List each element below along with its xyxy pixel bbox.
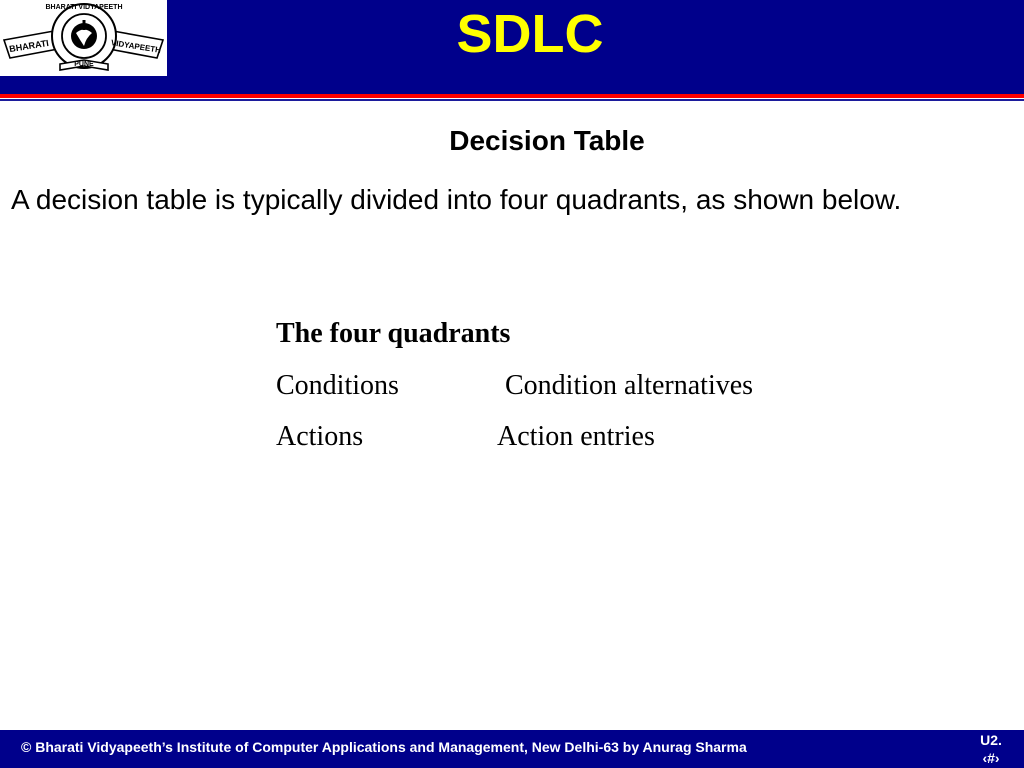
logo-ring-text: BHARATI VIDYAPEETH	[45, 4, 123, 11]
slide-number	[966, 731, 1016, 767]
intro-paragraph: A decision table is typically divided into four quadrants, as shown below.	[11, 184, 902, 215]
header-blue-rule	[0, 99, 1024, 101]
quadrant-condition-alternatives: Condition alternatives	[505, 370, 754, 401]
slide-title: SDLC	[456, 4, 604, 64]
logo-right-text: VIDYAPEETH	[110, 38, 162, 55]
slide-number-line2: ‹#›	[982, 750, 1000, 766]
logo-city-text: PUNE	[74, 61, 94, 68]
quadrant-conditions: Conditions	[276, 370, 399, 401]
logo-emblem-icon	[0, 0, 167, 76]
logo-left-text: BHARATI	[8, 37, 50, 55]
quadrant-actions: Actions	[276, 421, 364, 452]
footer-copyright: © Bharati Vidyapeeth’s Institute of Computer Applications and Management, New Delhi-63 by Anurag Sharma	[21, 739, 747, 755]
section-heading: Decision Table	[449, 125, 645, 156]
quadrants-title: The four quadrants	[276, 318, 511, 349]
quadrant-action-entries: Action entries	[497, 421, 655, 452]
slide-number-line1: U2.	[980, 732, 1002, 748]
bharati-vidyapeeth-logo	[0, 0, 167, 76]
